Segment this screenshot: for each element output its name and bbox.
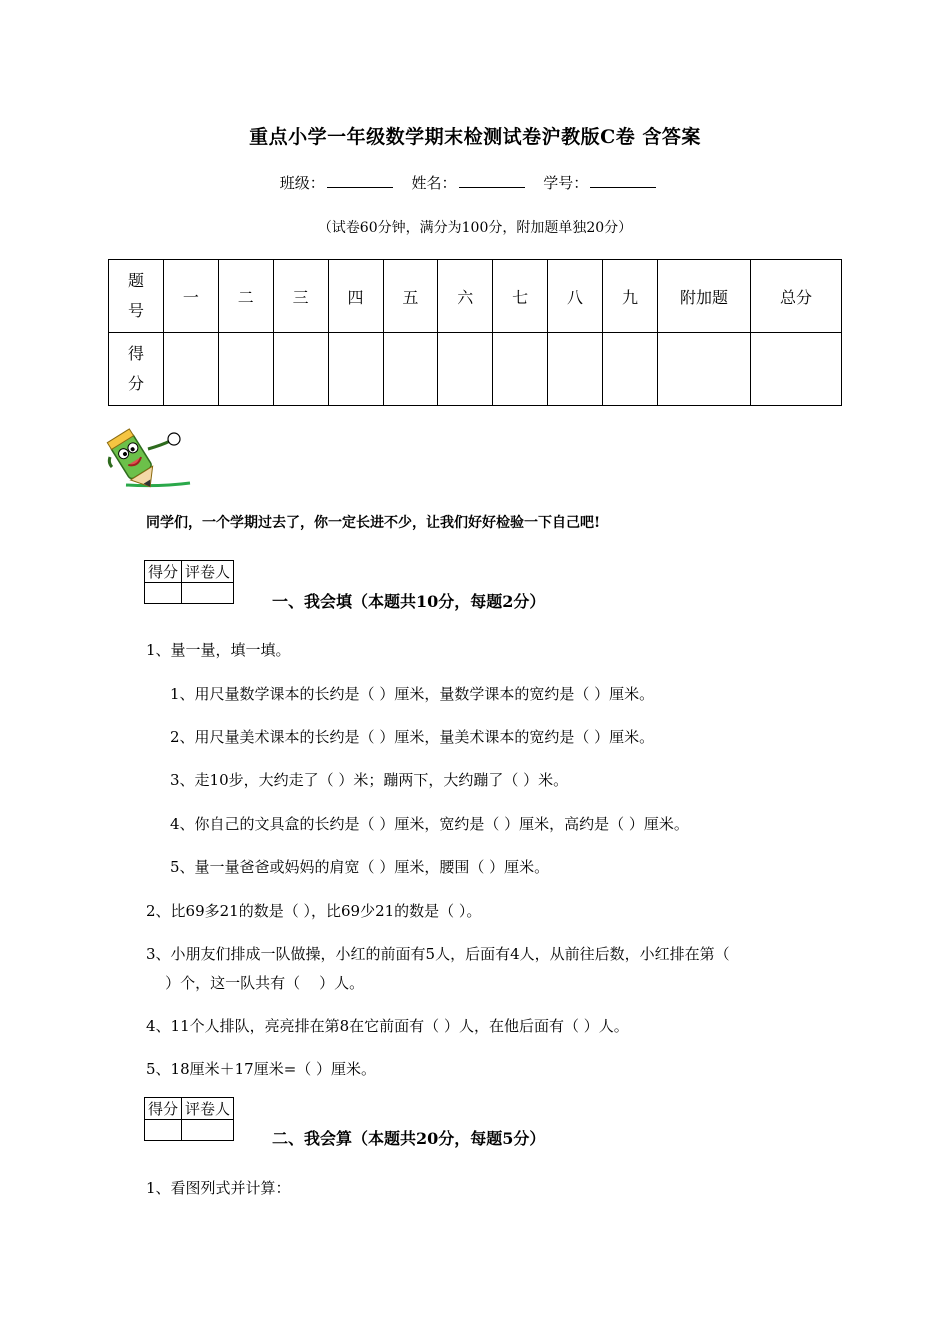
- grader-name-cell[interactable]: [182, 1120, 234, 1141]
- score-cell[interactable]: [328, 333, 383, 406]
- question-1-sub-5: 5、量一量爸爸或妈妈的肩宽（ ）厘米，腰围（ ）厘米。: [170, 858, 550, 876]
- question-4: 4、11个人排队，亮亮排在第8在它前面有（ ）人，在他后面有（ ）人。: [146, 1017, 629, 1035]
- score-cell[interactable]: [164, 333, 219, 406]
- question-3-line-1: 3、小朋友们排成一队做操，小红的前面有5人，后面有4人，从前往后数，小红排在第（: [146, 945, 730, 963]
- col-2: 二: [218, 260, 273, 333]
- exam-note: （试卷60分钟，满分为100分，附加题单独20分）: [317, 220, 633, 236]
- question-3-line-2: ）个，这一队共有（ ）人。: [146, 974, 365, 992]
- page-title: 重点小学一年级数学期末检测试卷沪教版C卷 含答案: [249, 126, 701, 148]
- grader-name-label: 评卷人: [182, 561, 234, 583]
- score-table-header-row: [109, 260, 842, 333]
- col-7: 七: [493, 260, 548, 333]
- grader-name-cell[interactable]: [182, 583, 234, 604]
- grader-box: [144, 560, 234, 604]
- score-cell[interactable]: [218, 333, 273, 406]
- intro-text: 同学们，一个学期过去了，你一定长进不少，让我们好好检验一下自己吧!: [146, 515, 601, 531]
- question-1-sub-4: 4、你自己的文具盒的长约是（ ）厘米，宽约是（ ）厘米，高约是（ ）厘米。: [170, 815, 689, 833]
- grader-score-cell[interactable]: [145, 583, 182, 604]
- grader-name-label: 评卷人: [182, 1098, 234, 1120]
- section-2-question-1: 1、看图列式并计算：: [146, 1179, 291, 1197]
- col-1: 一: [164, 260, 219, 333]
- col-3: 三: [273, 260, 328, 333]
- name-blank[interactable]: [459, 173, 525, 188]
- grader-score-label: 得分: [145, 1098, 182, 1120]
- question-number-header: 题 号: [109, 260, 164, 333]
- question-1-sub-2: 2、用尺量美术课本的长约是（ ）厘米，量美术课本的宽约是（ ）厘米。: [170, 728, 655, 746]
- question-5: 5、18厘米＋17厘米=（ ）厘米。: [146, 1060, 377, 1078]
- section-1-heading: 一、我会填（本题共10分，每题2分）: [272, 592, 546, 611]
- section-2-heading: 二、我会算（本题共20分，每题5分）: [272, 1129, 546, 1148]
- question-2: 2、比69多21的数是（ ），比69少21的数是（ ）。: [146, 902, 482, 920]
- id-label: 学号：: [543, 174, 589, 192]
- score-table-score-row: [109, 333, 842, 406]
- id-blank[interactable]: [590, 173, 656, 188]
- score-cell[interactable]: [751, 333, 842, 406]
- class-blank[interactable]: [327, 173, 393, 188]
- question-1: 1、量一量，填一填。: [146, 641, 291, 659]
- col-6: 六: [438, 260, 493, 333]
- name-label: 姓名：: [411, 174, 457, 192]
- score-cell[interactable]: [273, 333, 328, 406]
- class-label: 班级：: [279, 174, 325, 192]
- score-cell[interactable]: [383, 333, 438, 406]
- score-cell[interactable]: [603, 333, 658, 406]
- score-cell[interactable]: [548, 333, 603, 406]
- grader-box: [144, 1097, 234, 1141]
- score-cell[interactable]: [438, 333, 493, 406]
- pencil-mascot-icon: [104, 423, 194, 493]
- score-table: [108, 259, 842, 406]
- col-4: 四: [328, 260, 383, 333]
- col-8: 八: [548, 260, 603, 333]
- col-9: 九: [603, 260, 658, 333]
- question-1-sub-3: 3、走10步，大约走了（ ）米；蹦两下，大约蹦了（ ）米。: [170, 771, 569, 789]
- grader-score-label: 得分: [145, 561, 182, 583]
- col-5: 五: [383, 260, 438, 333]
- score-cell[interactable]: [493, 333, 548, 406]
- grader-score-cell[interactable]: [145, 1120, 182, 1141]
- student-info-line: [0, 172, 950, 193]
- question-1-sub-1: 1、用尺量数学课本的长约是（ ）厘米，量数学课本的宽约是（ ）厘米。: [170, 685, 655, 703]
- score-header: 得 分: [109, 333, 164, 406]
- score-cell[interactable]: [658, 333, 751, 406]
- col-total: 总分: [751, 260, 842, 333]
- col-bonus: 附加题: [658, 260, 751, 333]
